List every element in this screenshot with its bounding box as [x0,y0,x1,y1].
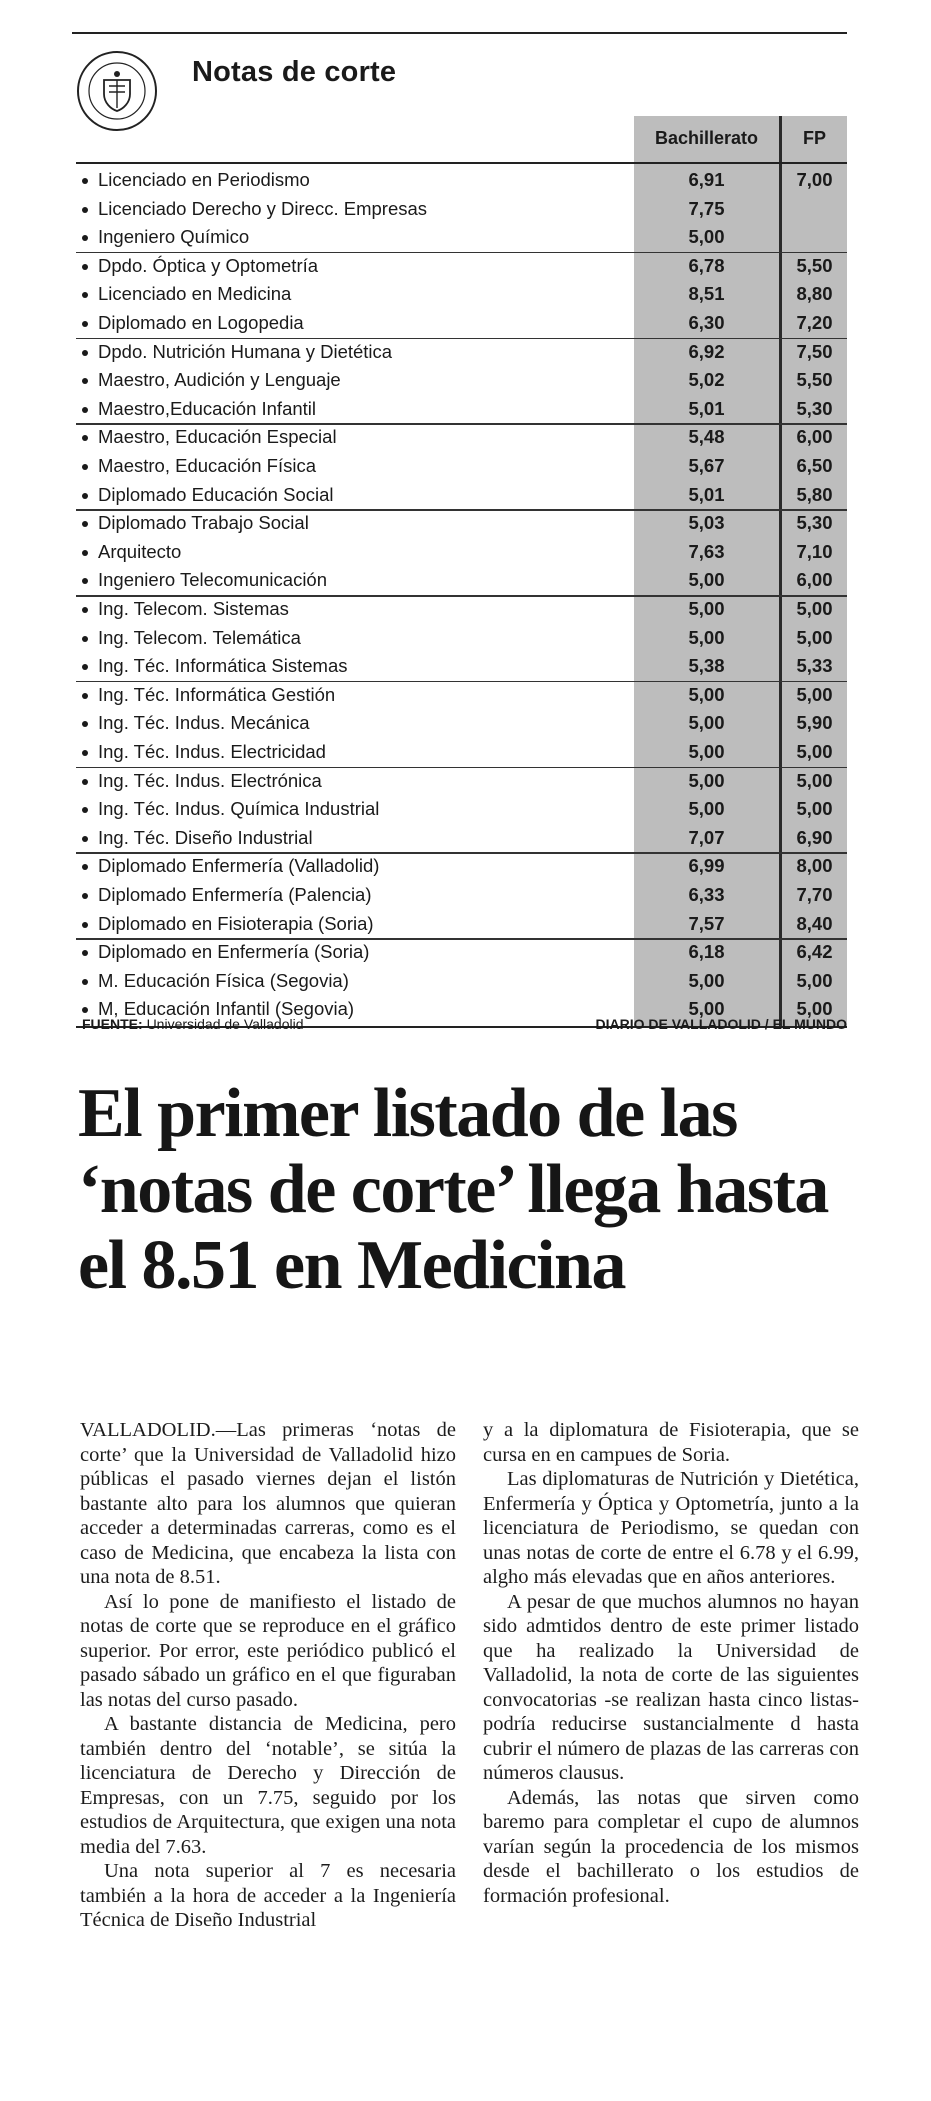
bullet-icon [82,292,88,298]
bullet-icon [82,178,88,184]
group-divider [76,509,847,511]
group-divider [76,852,847,854]
bullet-icon [82,721,88,727]
fp-value: 6,42 [796,941,833,963]
table-row [76,738,847,766]
source-note [82,1016,304,1032]
table-row [76,280,847,308]
table-row [76,624,847,652]
group-divider [76,338,847,340]
bachillerato-value: 5,00 [688,712,725,734]
degree-name: M, Educación Infantil (Segovia) [98,998,355,1020]
table-title: Notas de corte [192,56,397,88]
fp-value: 8,00 [796,855,833,877]
fp-value: 6,90 [796,826,833,848]
degree-name: Licenciado en Periodismo [98,169,310,190]
article-paragraph: A pesar de que muchos alumnos no hayan sido admtidos dentro de este primer listado que ha realizado la Universidad de Valladolid, la nota de corte de las siguientes convocatorias -se realizan hasta cinco listas- podría reducirse sustancialmente d hasta cubrir el número de plazas de las carreras con números clausus. [483,1590,859,1784]
table-row [76,910,847,938]
bachillerato-value: 5,00 [688,626,725,648]
group-divider [76,252,847,254]
group-divider [76,938,847,940]
table-row [76,338,847,366]
degree-name: Diplomado Enfermería (Valladolid) [98,855,380,877]
fp-value: 8,40 [796,912,833,934]
bullet-icon [82,893,88,899]
fp-value: 5,80 [796,483,833,505]
fp-value: 6,00 [796,426,833,448]
bachillerato-value: 5,01 [688,483,725,505]
bachillerato-value: 6,92 [688,340,725,362]
bullet-icon [82,779,88,785]
fp-value: 6,00 [796,569,833,591]
bachillerato-value: 5,01 [688,397,725,419]
bachillerato-value: 5,00 [688,969,725,991]
bullet-icon [82,607,88,613]
table-row [76,824,847,852]
bachillerato-value: 5,00 [688,998,725,1020]
fp-value: 5,33 [796,655,833,677]
degree-name: Ing. Telecom. Telemática [98,626,301,648]
top-rule [72,32,847,34]
bullet-icon [82,578,88,584]
bullet-icon [82,836,88,842]
table-row [76,538,847,566]
bullet-icon [82,693,88,699]
degree-name: M. Educación Física (Segovia) [98,969,349,991]
table-row [76,652,847,680]
fp-value: 5,50 [796,254,833,276]
table-row [76,309,847,337]
bachillerato-value: 8,51 [688,283,725,305]
bullet-icon [82,664,88,670]
bachillerato-value: 5,00 [688,226,725,248]
fp-value: 5,30 [796,512,833,534]
bachillerato-value: 7,75 [688,197,725,219]
table-row [76,195,847,223]
bullet-icon [82,950,88,956]
fp-value: 7,50 [796,340,833,362]
column-header-bachillerato: Bachillerato [654,128,759,148]
fp-value: 5,00 [796,998,833,1020]
fp-value: 5,00 [796,969,833,991]
fp-value: 5,00 [796,741,833,762]
group-divider [76,423,847,425]
bachillerato-value: 7,63 [688,540,725,562]
article-paragraph: Así lo pone de manifiesto el listado de notas de corte que se reproduce en el gráfico superior. Por error, este periódico publicó el pasado sábado un gráfico en el que figuraban las notas del curso pasado. [80,1590,456,1711]
bachillerato-value: 5,48 [688,426,725,448]
article-column-left [80,1418,456,1933]
fp-value: 5,90 [796,712,833,734]
degree-name: Ing. Téc. Informática Sistemas [98,655,348,677]
fp-value: 5,00 [796,598,833,619]
degree-name: Ing. Téc. Indus. Química Industrial [98,798,380,820]
bullet-icon [82,207,88,213]
bachillerato-value: 5,38 [688,655,725,677]
bachillerato-value: 6,30 [688,312,725,333]
bullet-icon [82,264,88,270]
bachillerato-value: 5,00 [688,683,725,705]
table-row [76,423,847,451]
degree-name: Ingeniero Telecomunicación [98,569,328,591]
degree-name: Diplomado Trabajo Social [98,512,309,534]
bullet-icon [82,493,88,499]
bachillerato-value: 6,78 [688,254,725,276]
degree-name: Dpdo. Óptica y Optometría [98,254,319,276]
bachillerato-value: 7,57 [688,912,725,934]
bullet-icon [82,864,88,870]
table-row [76,967,847,995]
bachillerato-value: 5,00 [688,741,725,762]
group-divider [76,595,847,597]
article-paragraph: Las diplomaturas de Nutrición y Dietética, Enfermería y Óptica y Optometría, junto a la licenciatura de Periodismo, se quedan con unas notas de corte de entre el 6.78 y el 6.99, algho más elevadas que en años anteriores. [483,1468,859,1588]
bullet-icon [82,521,88,527]
article-paragraph: VALLADOLID.—Las primeras ‘notas de corte’ que la Universidad de Valladolid hizo públicas el pasado viernes dejan el listón bastante alto para los alumnos que quieran acceder a determinadas carreras, como es el caso de Medicina, que encabeza la lista con una nota de 8.51. [80,1419,456,1588]
header-rule [76,162,847,164]
degree-name: Diplomado Enfermería (Palencia) [98,884,372,905]
group-divider [76,681,847,683]
bullet-icon [82,922,88,928]
table-row [76,566,847,594]
degree-name: Dpdo. Nutrición Humana y Dietética [98,340,393,362]
bullet-icon [82,235,88,241]
bachillerato-value: 5,03 [688,512,725,534]
table-row [76,166,847,194]
table-row [76,223,847,251]
degree-name: Diplomado en Logopedia [98,312,304,333]
bullet-icon [82,378,88,384]
bullet-icon [82,550,88,556]
table-row [76,795,847,823]
fp-value: 6,50 [796,455,833,476]
bachillerato-value: 6,91 [688,169,725,190]
bachillerato-value: 5,67 [688,455,725,476]
table-row [76,681,847,709]
bullet-icon [82,464,88,470]
bachillerato-value: 7,07 [688,826,725,848]
bachillerato-value: 5,00 [688,798,725,820]
bachillerato-value: 5,00 [688,598,725,619]
bullet-icon [82,807,88,813]
degree-name: Diplomado en Fisioterapia (Soria) [98,912,374,934]
bullet-icon [82,636,88,642]
column-header-fp: FP [802,128,826,148]
fp-value: 8,80 [796,283,833,305]
fp-value: 5,00 [796,626,833,648]
bullet-icon [82,979,88,985]
fp-value: 5,50 [796,369,833,391]
bachillerato-value: 6,99 [688,855,725,877]
fp-value: 5,00 [796,798,833,820]
fp-value: 7,20 [796,312,833,333]
degree-name: Ingeniero Químico [98,226,250,248]
bullet-icon [82,750,88,756]
bachillerato-value: 5,00 [688,769,725,791]
source-value: Universidad de Valladolid [146,1016,304,1032]
degree-name: Diplomado Educación Social [98,483,334,505]
degree-name: Licenciado en Medicina [98,283,292,305]
bullet-icon [82,321,88,327]
degree-name: Maestro, Educación Especial [98,426,337,448]
table-row [76,366,847,394]
article-column-right [483,1418,859,1908]
article-paragraph: y a la diplomatura de Fisioterapia, que se cursa en en campues de Soria. [483,1419,859,1466]
table-row [76,395,847,423]
article-paragraph: A bastante distancia de Medicina, pero también dentro del ‘notable’, se sitúa la licenciatura de Derecho y Dirección de Empresas, con un 7.75, seguido por los estudios de Arquitectura, que exigen una nota media del 7.63. [80,1713,456,1858]
fp-value: 7,00 [796,169,833,190]
headline: El primer listado de las ‘notas de corte’ llega hasta el 8.51 en Medicina [78,1075,828,1304]
table-row [76,509,847,537]
fp-value: 5,30 [796,397,833,419]
table-row [76,709,847,737]
fp-value: 5,00 [796,769,833,791]
bullet-icon [82,435,88,441]
degree-name: Diplomado en Enfermería (Soria) [98,941,370,963]
degree-name: Licenciado Derecho y Direcc. Empresas [98,197,428,219]
degree-name: Maestro, Audición y Lenguaje [98,369,341,391]
fp-value: 7,10 [796,540,833,562]
fp-value: 7,70 [796,884,833,905]
table-row [76,481,847,509]
degree-name: Ing. Téc. Indus. Electrónica [98,769,322,791]
degree-name: Ing. Téc. Indus. Electricidad [98,741,326,762]
table-row [76,767,847,795]
degree-name: Maestro, Educación Física [98,455,316,476]
fp-value: 5,00 [796,683,833,705]
article-paragraph: Una nota superior al 7 es necesaria también a la hora de acceder a la Ingeniería Técnica de Diseño Industrial [80,1860,456,1931]
group-divider [76,767,847,769]
bachillerato-value: 5,02 [688,369,725,391]
bullet-icon [82,350,88,356]
degree-name: Maestro,Educación Infantil [98,397,317,419]
source-label: FUENTE: [82,1016,143,1032]
table-row [76,595,847,623]
degree-name: Ing. Téc. Diseño Industrial [98,826,313,848]
degree-name: Ing. Téc. Indus. Mecánica [98,712,310,734]
table-row [76,452,847,480]
bachillerato-value: 6,33 [688,884,725,905]
bachillerato-value: 6,18 [688,941,725,963]
table-row [76,852,847,880]
degree-name: Ing. Telecom. Sistemas [98,598,289,619]
article-paragraph: Además, las notas que sirven como baremo para completar el cupo de alumnos varían según la procedencia de los mismos desde el bachillerato o los estudios de formación profesional. [483,1786,859,1907]
table-row [76,252,847,280]
bullet-icon [82,1007,88,1013]
degree-name: Arquitecto [98,540,182,562]
degree-name: Ing. Téc. Informática Gestión [98,683,336,705]
table-row [76,938,847,966]
bachillerato-value: 5,00 [688,569,725,591]
graphic-credit: DIARIO DE VALLADOLID / EL MUNDO [595,1016,847,1032]
bullet-icon [82,407,88,413]
university-seal-icon [76,50,158,132]
table-row [76,881,847,909]
